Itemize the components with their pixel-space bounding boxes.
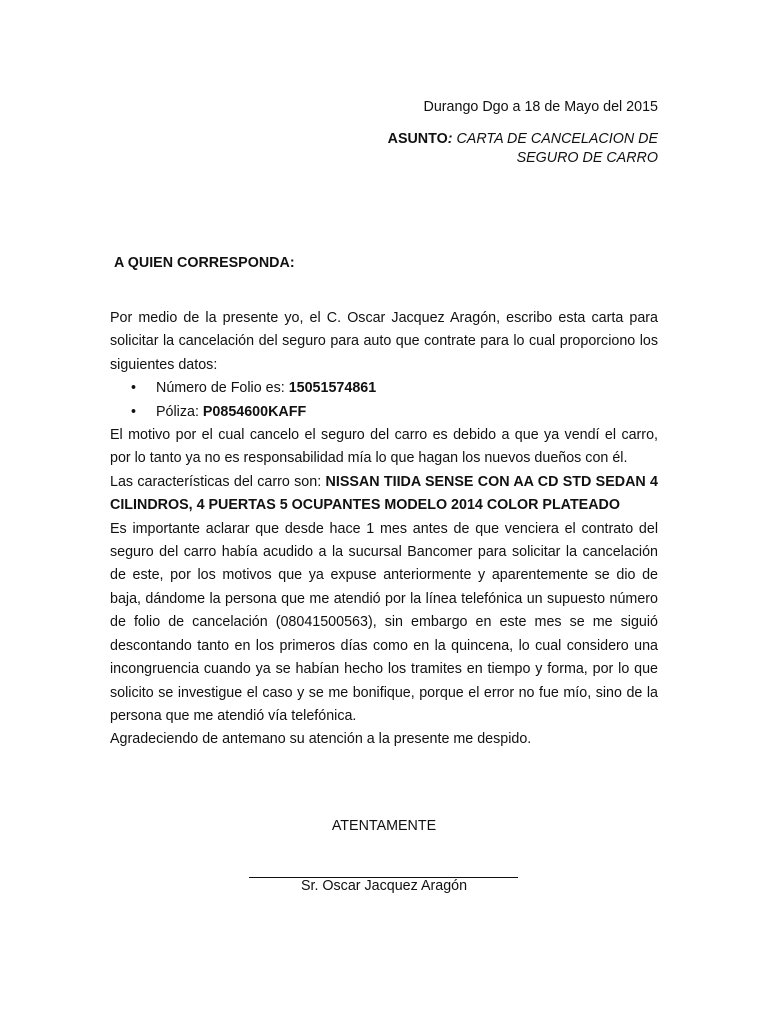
closing: ATENTAMENTE (331, 818, 437, 834)
subject-block (388, 130, 658, 168)
poliza-value: P0854600KAFF (202, 403, 307, 420)
car-label: Las características del carro son: (110, 473, 326, 490)
signature-name: Sr. Oscar Jacquez Aragón (300, 878, 468, 894)
data-list (110, 377, 658, 424)
reason-paragraph: El motivo por el cual cancelo el seguro del carro es debido a que ya vendí el carro, por lo tanto ya no es responsabilidad mía lo que hagan los nuevos dueños con él. (110, 427, 658, 467)
subject-key: ASUNTO (387, 131, 448, 147)
folio-value: 15051574861 (288, 380, 377, 397)
subject-line-1 (388, 130, 658, 149)
salutation: A QUIEN CORRESPONDA: (114, 255, 295, 271)
subject-line-2: SEGURO DE CARRO (516, 150, 658, 166)
thanks-paragraph: Agradeciendo de antemano su atención a la presente me despido. (110, 731, 532, 748)
intro-paragraph: Por medio de la presente yo, el C. Oscar Jacquez Aragón, escribo esta carta para solicitar la cancelación del seguro para auto que contrate para lo cual proporciono los siguientes datos: (110, 310, 658, 373)
poliza-label: Póliza: (156, 403, 203, 420)
letter-date: Durango Dgo a 18 de Mayo del 2015 (423, 99, 658, 115)
car-paragraph (110, 471, 658, 518)
car-value: NISSAN TIIDA SENSE CON AA CD STD SEDAN 4 CILINDROS, 4 PUERTAS 5 OCUPANTES MODELO 2014 COLOR PLATEADO (110, 473, 658, 514)
details-paragraph: Es importante aclarar que desde hace 1 mes antes de que venciera el contrato del seguro del carro había acudido a la sucursal Bancomer para solicitar la cancelación de este, por los motivos que ya expuse anteriormente y aparentemente se dio de baja, dándome la persona que me atendió por la línea telefónica un supuesto número de folio de cancelación (08041500563), sin embargo en este mes se me siguió descontando tanto en los primeros días como en la quincena, lo cual considero una incongruencia cuando ya se habían hecho los tramites en tiempo y forma, por lo que solicito se investigue el caso y se me bonifique, porque el error no fue mío, sino de la persona que me atendió vía telefónica. (110, 520, 658, 724)
letter-body (110, 307, 658, 752)
list-item-folio (110, 377, 658, 400)
bullet-icon: • (131, 380, 137, 397)
list-item-poliza (110, 401, 658, 424)
subject-colon: : (447, 131, 453, 147)
bullet-icon: • (131, 403, 137, 420)
subject-text-1: CARTA DE CANCELACION DE (452, 131, 658, 147)
folio-label: Número de Folio es: (156, 380, 289, 397)
